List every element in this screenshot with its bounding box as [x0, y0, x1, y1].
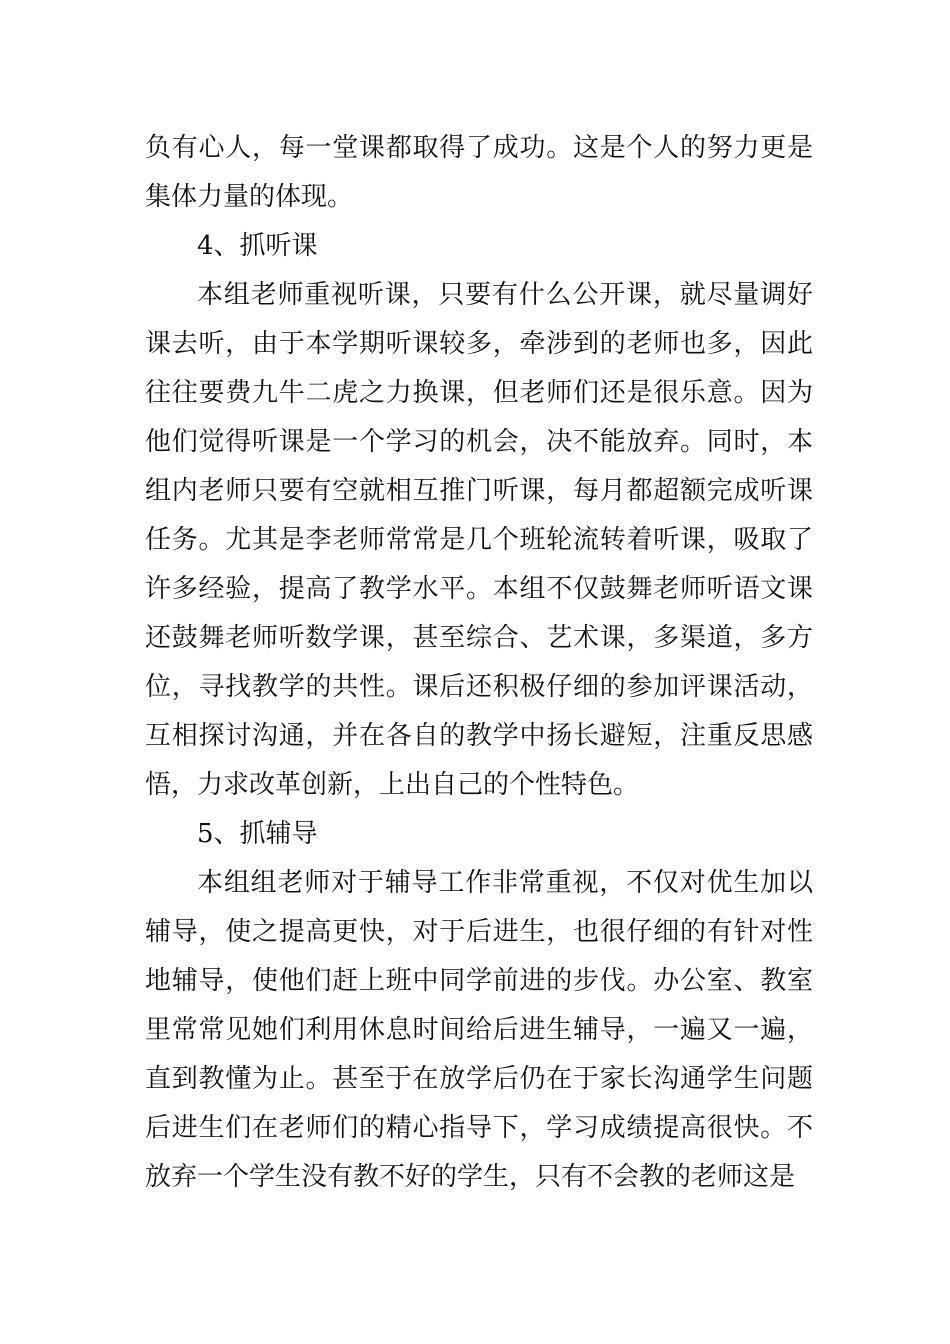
document-body: [145, 124, 813, 1202]
section-heading-tutoring: 5、抓辅导: [197, 819, 318, 849]
section-heading-listen-class: 4、抓听课: [197, 231, 318, 261]
paragraph-tutoring: 本组组老师对于辅导工作非常重视，不仅对优生加以辅导，使之提高更快，对于后进生，也很仔细的有针对性地辅导，使他们赶上班中同学前进的步伐。办公室、教室里常常见她们利用休息时间给后进生辅导，一遍又一遍，直到教懂为止。甚至于在放学后仍在于家长沟通学生问题后进生们在老师们的精心指导下，学习成绩提高很快。不放弃一个学生没有教不好的学生，只有不会教的老师这是: [145, 868, 813, 1192]
paragraph-listen-class: 本组老师重视听课，只要有什么公开课，就尽量调好课去听，由于本学期听课较多，牵涉到的老师也多，因此往往要费九牛二虎之力换课，但老师们还是很乐意。因为他们觉得听课是一个学习的机会，决不能放弃。同时，本组内老师只要有空就相互推门听课，每月都超额完成听课任务。尤其是李老师常常是几个班轮流转着听课，吸取了许多经验，提高了教学水平。本组不仅鼓舞老师听语文课还鼓舞老师听数学课，甚至综合、艺术课，多渠道，多方位，寻找教学的共性。课后还积极仔细的参加评课活动，互相探讨沟通，并在各自的教学中扬长避短，注重反思感悟，力求改革创新，上出自己的个性特色。: [145, 280, 813, 800]
paragraph-continuation: 负有心人，每一堂课都取得了成功。这是个人的努力更是集体力量的体现。: [145, 133, 813, 212]
